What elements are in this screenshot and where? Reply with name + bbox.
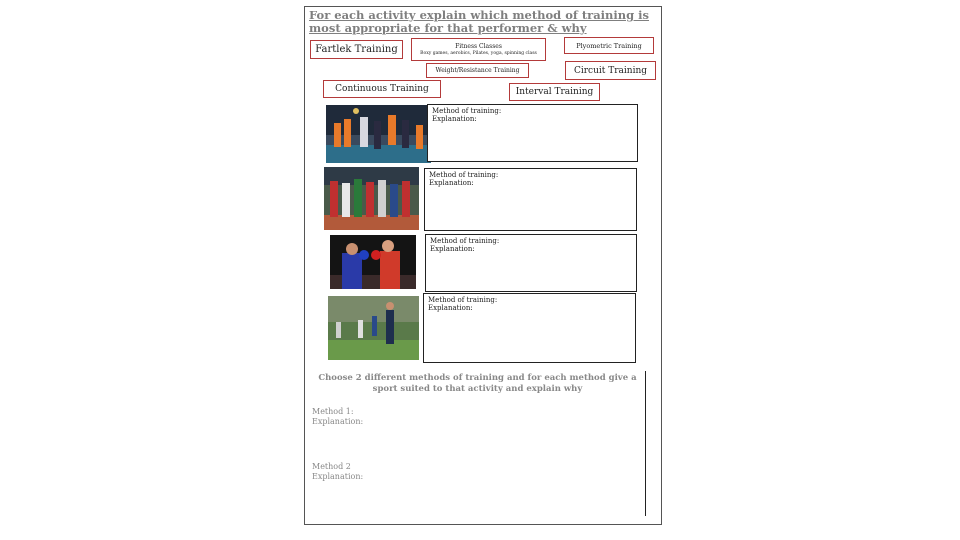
method-1-label: Method 1: (312, 407, 354, 416)
circuit-box: Circuit Training (565, 61, 656, 80)
bottom-prompt: Choose 2 different methods of training and for each method give a sport suited to that activity and explain why (318, 373, 637, 394)
panel-1 (427, 104, 638, 162)
fitness-classes-box (411, 38, 546, 61)
method-2-explanation: Explanation: (312, 472, 364, 481)
method-2-label: Method 2 (312, 462, 351, 471)
panel-3-explanation: Explanation: (430, 245, 475, 253)
fitness-classes-subtitle: Boxy games, aerobics, Pilates, yoga, spinning class (420, 50, 537, 56)
panel-3 (425, 234, 637, 292)
panel-3-method: Method of training: (430, 237, 500, 245)
fitness-classes-title: Fitness Classes (455, 42, 502, 50)
panel-2 (424, 168, 637, 231)
fartlek-box: Fartlek Training (310, 40, 403, 59)
panel-4 (423, 293, 636, 363)
cross-country-runner-photo (328, 296, 419, 360)
boxing-match-photo (330, 235, 416, 289)
plyometric-box: Plyometric Training (564, 37, 654, 54)
panel-1-explanation: Explanation: (432, 115, 477, 123)
panel-2-method: Method of training: (429, 171, 499, 179)
panel-4-explanation: Explanation: (428, 304, 473, 312)
panel-1-method: Method of training: (432, 107, 502, 115)
panel-2-explanation: Explanation: (429, 179, 474, 187)
distance-runners-photo (324, 167, 419, 230)
method-1-explanation: Explanation: (312, 417, 364, 426)
interval-box: Interval Training (509, 83, 600, 101)
continuous-box: Continuous Training (323, 80, 441, 98)
netball-match-photo (326, 105, 431, 163)
weight-resistance-box: Weight/Resistance Training (426, 63, 529, 78)
worksheet-page (304, 6, 662, 525)
worksheet-heading: For each activity explain which method of training is most appropriate for that performer & why (309, 8, 650, 35)
panel-4-method: Method of training: (428, 296, 498, 304)
